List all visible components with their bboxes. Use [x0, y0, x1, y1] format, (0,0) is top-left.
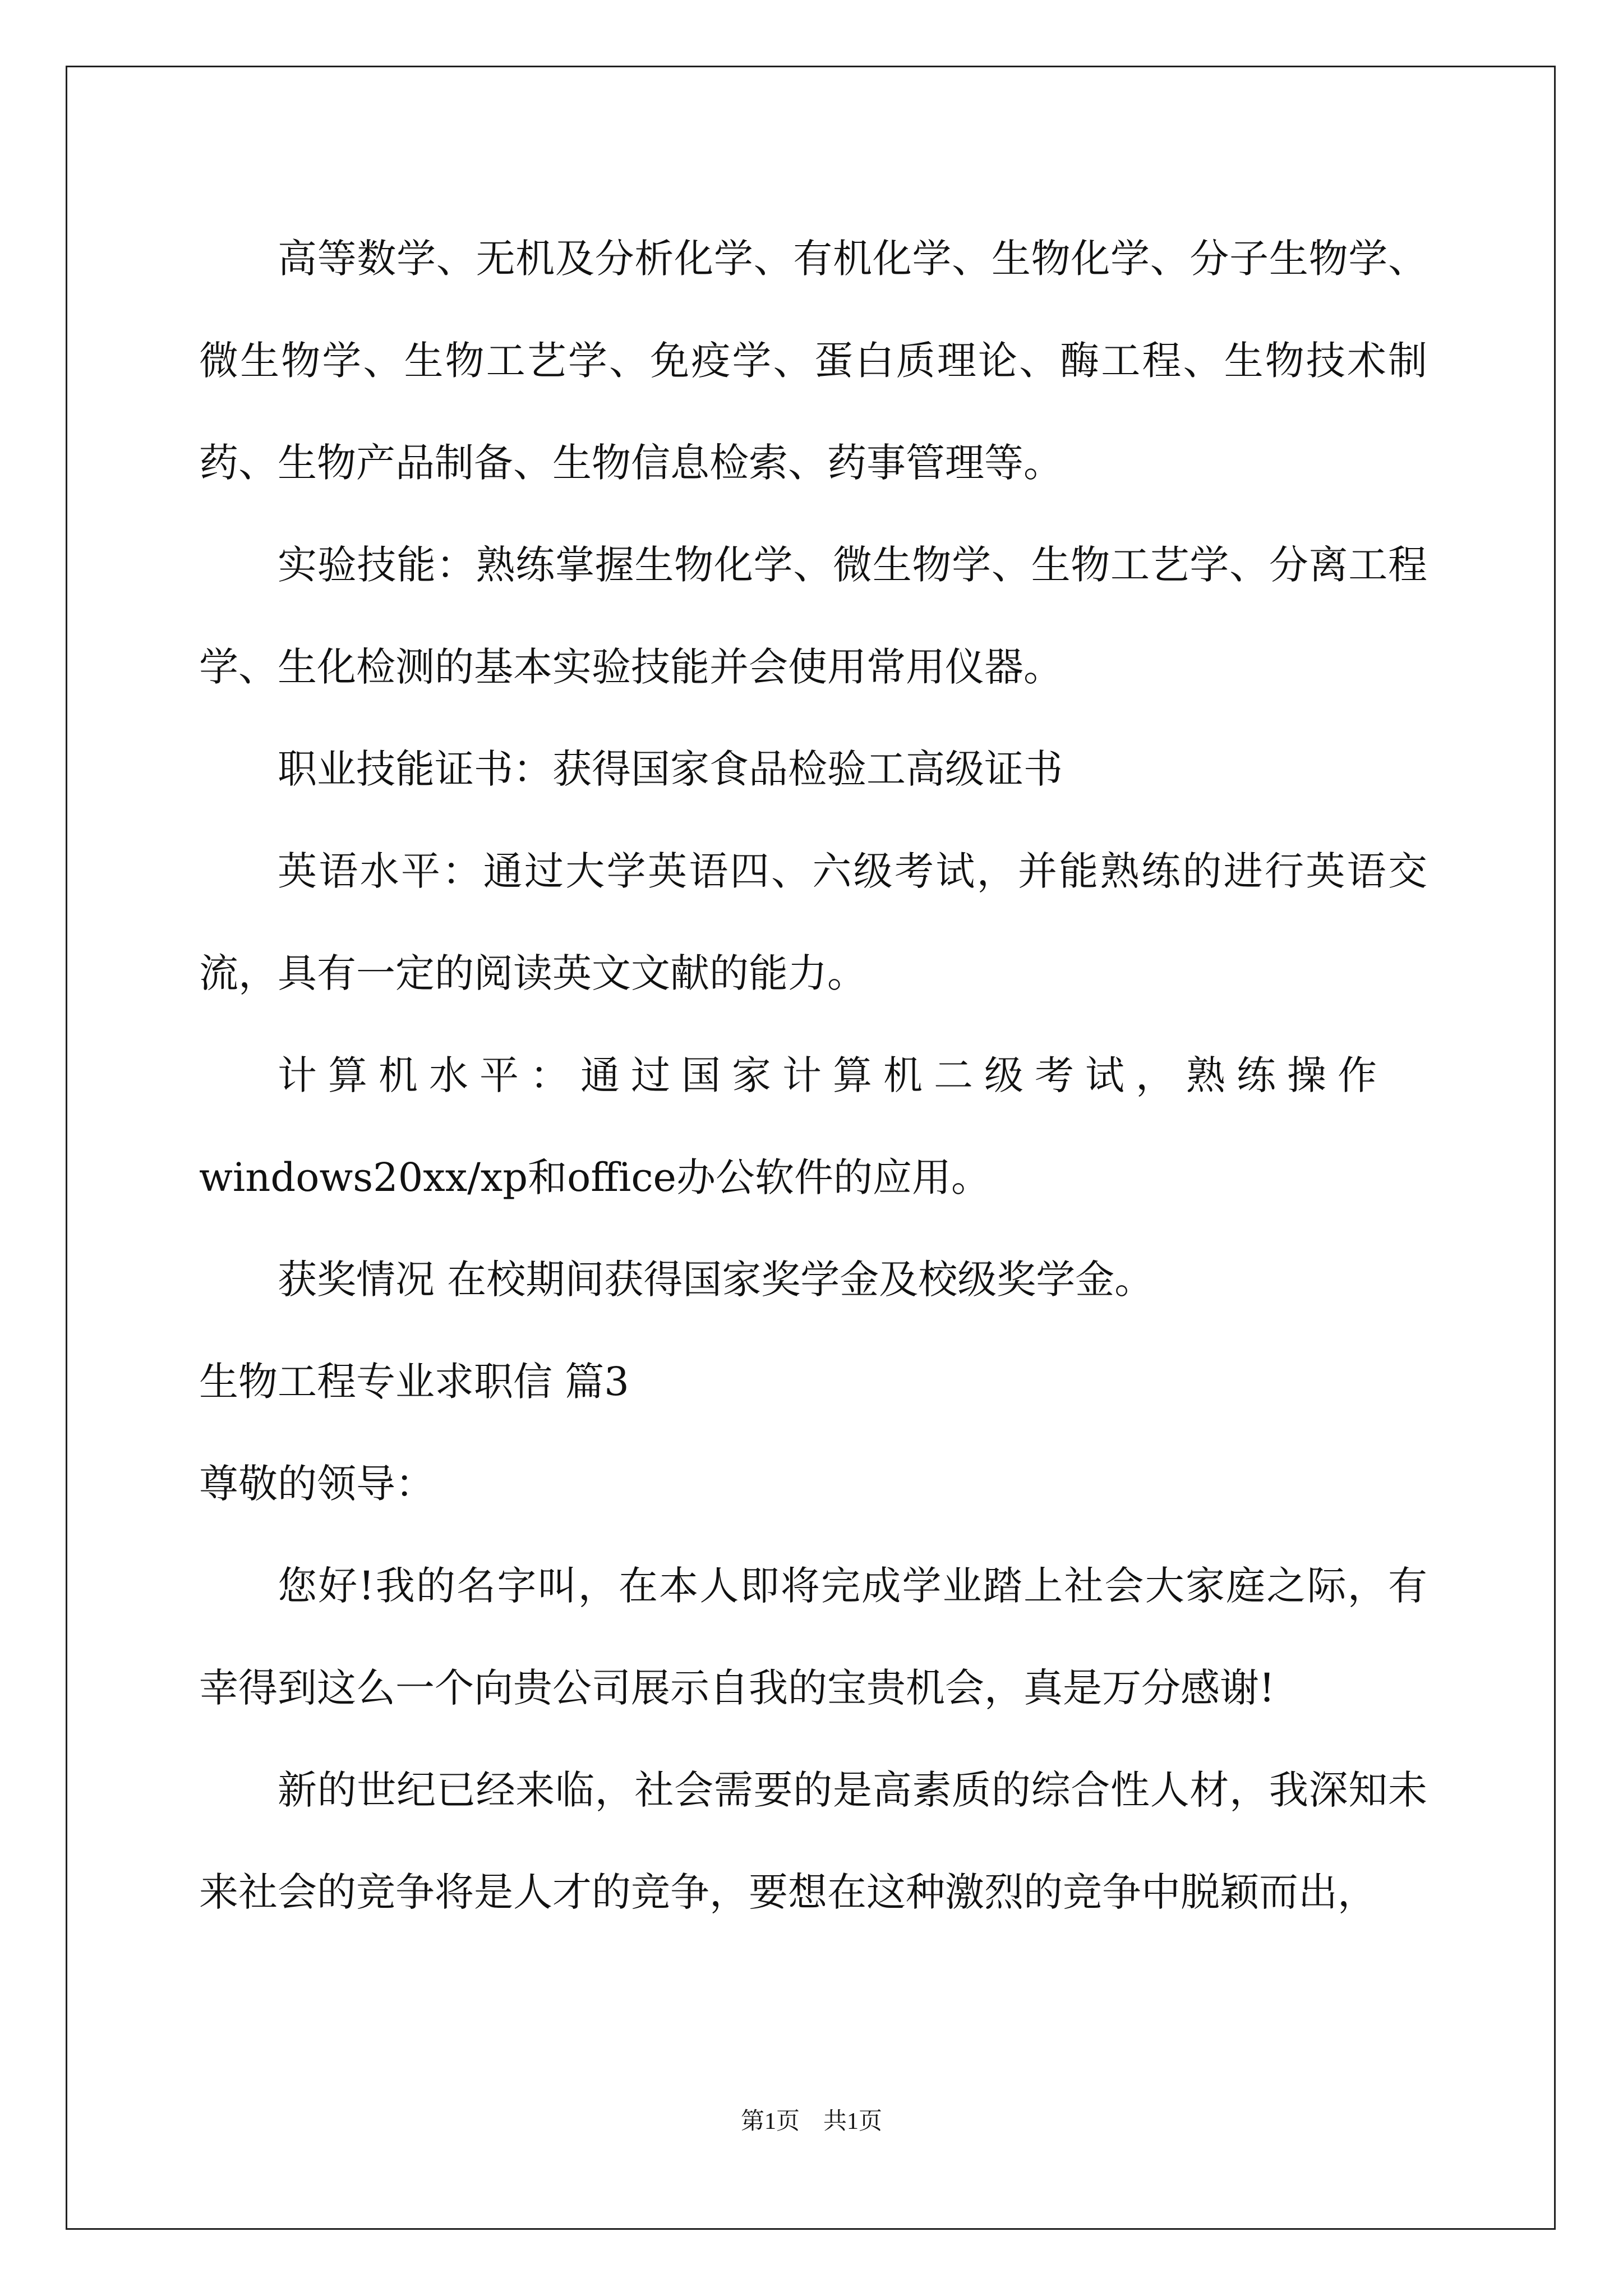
paragraph-certificate: 职业技能证书：获得国家食品检验工高级证书 — [278, 746, 1063, 792]
paragraph-century: 新的世纪已经来临，社会需要的是高素质的综合性人材，我深知未来社会的竞争将是人才的竞争，要想在这种激烈的竞争中脱颖而出， — [199, 1767, 1427, 1915]
paragraph-computer-level: 计算机水平：通过国家计算机二级考试，熟练操作 — [278, 1052, 1388, 1098]
page-footer: 第1页 共1页 — [740, 2109, 882, 2134]
document-body — [199, 208, 1427, 1943]
paragraph-courses: 高等数学、无机及分析化学、有机化学、生物化学、分子生物学、微生物学、生物工艺学、免疫学、蛋白质理论、酶工程、生物技术制药、生物产品制备、生物信息检索、药事管理等。 — [199, 236, 1427, 486]
salutation: 尊敬的领导： — [199, 1461, 435, 1507]
section-heading: 生物工程专业求职信 篇3 — [199, 1359, 629, 1405]
paragraph-computer-level-cont: windows20xx/xp和office办公软件的应用。 — [199, 1154, 990, 1200]
paragraph-greeting: 您好!我的名字叫，在本人即将完成学业踏上社会大家庭之际，有幸得到这么一个向贵公司展示自我的宝贵机会，真是万分感谢! — [199, 1563, 1427, 1711]
paragraph-english-level: 英语水平：通过大学英语四、六级考试，并能熟练的进行英语交流，具有一定的阅读英文文献的能力。 — [199, 848, 1427, 996]
paragraph-awards: 获奖情况 在校期间获得国家奖学金及校级奖学金。 — [278, 1257, 1154, 1303]
paragraph-lab-skills: 实验技能：熟练掌握生物化学、微生物学、生物工艺学、分离工程学、生化检测的基本实验技能并会使用常用仪器。 — [199, 542, 1427, 690]
